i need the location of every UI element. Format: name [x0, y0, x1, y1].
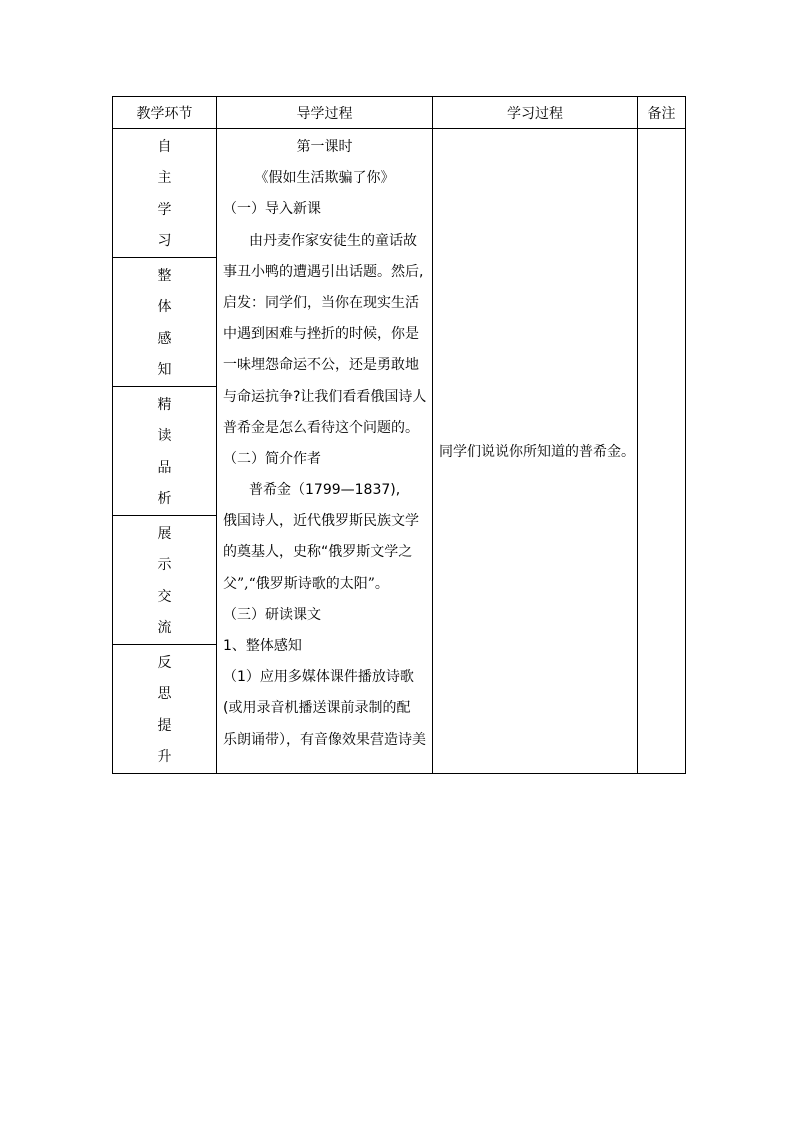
guide-text: 事丑小鸭的遭遇引出话题。然后,	[223, 263, 424, 280]
section-heading: （二）简介作者	[223, 450, 321, 467]
stage-char: 感	[157, 330, 172, 347]
header-note: 备注	[638, 97, 686, 129]
guide-text: 普希金（1799—1837),	[249, 482, 401, 499]
guide-text: 父”,“俄罗斯诗歌的太阳”。	[223, 575, 389, 592]
stage-char: 精	[157, 397, 172, 413]
guide-text: 普希金是怎么看待这个问题的。	[223, 419, 419, 436]
header-guide: 导学过程	[217, 97, 433, 129]
stage-char: 学	[157, 201, 172, 218]
stage-char: 知	[157, 361, 172, 378]
lesson-plan-table	[112, 96, 686, 774]
note-cell	[638, 129, 686, 774]
stage-show-exchange	[113, 516, 217, 645]
study-process-cell	[433, 129, 638, 774]
guide-text: （1）应用多媒体课件播放诗歌	[223, 669, 414, 686]
header-row	[113, 97, 686, 129]
stage-char: 展	[157, 526, 172, 542]
stage-char: 思	[157, 686, 172, 703]
stage-char: 析	[157, 490, 172, 507]
stage-self-study	[113, 129, 217, 258]
guide-text: 一味埋怨命运不公，还是勇敢地	[223, 357, 419, 374]
stage-char: 示	[157, 557, 172, 574]
guide-text: 的奠基人，史称“俄罗斯文学之	[223, 544, 413, 561]
header-study: 学习过程	[433, 97, 638, 129]
guide-text: 乐朗诵带），有音像效果营造诗美	[223, 731, 426, 748]
stage-char: 交	[157, 588, 172, 605]
guide-text: 中遇到困难与挫折的时候，你是	[223, 326, 419, 343]
stage-char: 自	[157, 139, 172, 155]
stage-char: 读	[157, 428, 172, 445]
stage-char: 流	[157, 619, 172, 636]
guide-text: 俄国诗人，近代俄罗斯民族文学	[223, 513, 419, 530]
guide-text: 与命运抗争?让我们看看俄国诗人	[223, 388, 426, 405]
guide-process-cell	[217, 129, 433, 774]
stage-close-reading	[113, 387, 217, 516]
guide-text: 由丹麦作家安徒生的童话故	[249, 232, 417, 249]
stage-char: 提	[157, 717, 172, 734]
header-stage: 教学环节	[113, 97, 217, 129]
stage-char: 整	[157, 268, 172, 284]
section-heading: （三）研读课文	[223, 606, 321, 623]
stage-char: 升	[157, 748, 172, 765]
stage-char: 习	[157, 232, 172, 249]
stage-char: 品	[157, 459, 172, 476]
stage-char: 反	[157, 655, 172, 671]
guide-text: (或用录音机播送课前录制的配	[223, 700, 411, 717]
section-heading: （一）导入新课	[223, 201, 321, 218]
stage-char: 主	[157, 170, 172, 187]
table-row	[113, 129, 686, 258]
subsection-heading: 1、整体感知	[223, 638, 302, 654]
stage-overall-perception	[113, 258, 217, 387]
stage-char: 体	[157, 299, 172, 316]
lesson-title: 《假如生活欺骗了你》	[254, 170, 395, 187]
guide-text: 启发：同学们，当你在现实生活	[223, 294, 419, 311]
stage-reflection	[113, 645, 217, 774]
lesson-period: 第一课时	[296, 139, 353, 155]
study-text: 同学们说说你所知道的普希金。	[439, 444, 635, 460]
